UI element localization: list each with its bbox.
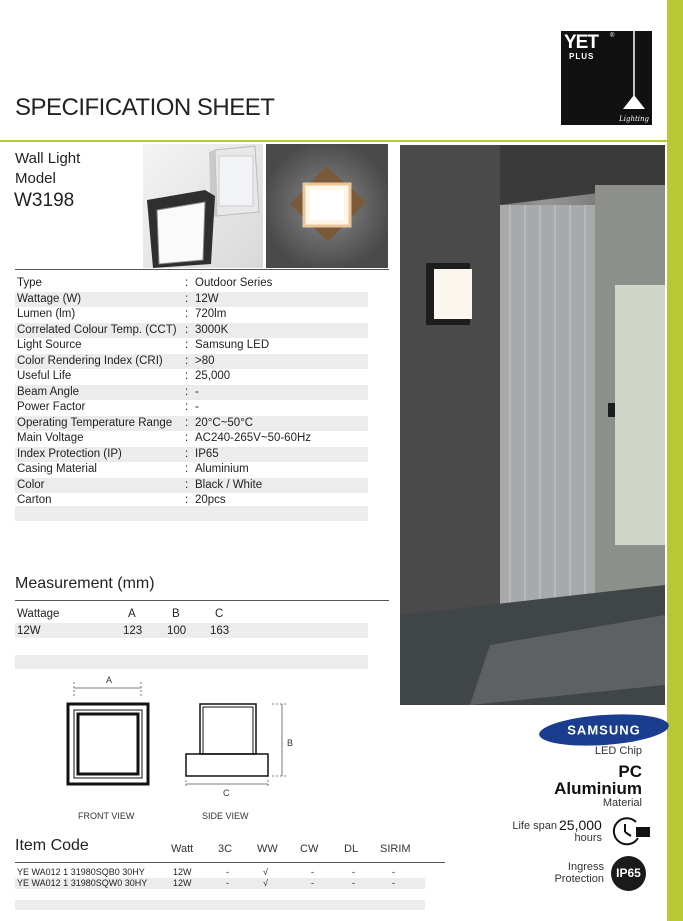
spec-colon: : bbox=[185, 354, 189, 367]
spec-value: - bbox=[195, 385, 199, 398]
led-chip-label: LED Chip bbox=[594, 745, 642, 757]
spec-value: 20pcs bbox=[195, 494, 226, 506]
measurement-header-c: C bbox=[215, 608, 224, 620]
spec-row bbox=[15, 431, 368, 447]
item-code-title: Item Code bbox=[15, 837, 89, 854]
dimension-b-label: B bbox=[287, 738, 294, 748]
ingress-label-2: Protection bbox=[554, 873, 604, 885]
measurement-header-wattage: Wattage bbox=[17, 608, 60, 620]
life-span-label: Life span bbox=[512, 820, 557, 832]
yet-plus-logo: YET ® PLUS Lighting bbox=[561, 31, 652, 125]
spec-value: 720lm bbox=[195, 308, 227, 320]
spec-colon: : bbox=[185, 432, 189, 444]
spec-label: Main Voltage bbox=[17, 432, 84, 444]
clock-icon bbox=[608, 814, 653, 848]
item-cell-sirim: - bbox=[392, 867, 395, 877]
spec-colon: : bbox=[185, 447, 189, 460]
spec-row bbox=[15, 307, 368, 323]
life-span-value: 25,000 bbox=[559, 817, 602, 833]
spec-colon: : bbox=[185, 323, 189, 336]
item-code-end-bar bbox=[15, 900, 425, 910]
spec-value: >80 bbox=[195, 354, 215, 367]
spec-value: 3000K bbox=[195, 323, 229, 336]
spec-row bbox=[15, 447, 368, 463]
item-code-row bbox=[15, 878, 425, 889]
spec-label: Lumen (lm) bbox=[17, 308, 76, 320]
model-label: Model bbox=[15, 170, 56, 187]
spec-colon: : bbox=[185, 385, 189, 398]
spec-colon: : bbox=[185, 416, 189, 429]
material-label: Material bbox=[602, 797, 642, 809]
spec-colon: : bbox=[185, 401, 189, 413]
spec-label: Index Protection (IP) bbox=[17, 447, 122, 460]
item-cell-watt: 12W bbox=[173, 867, 192, 877]
samsung-logo bbox=[538, 713, 670, 747]
measurement-blank-bar bbox=[15, 655, 368, 669]
measurement-header-b: B bbox=[172, 608, 180, 620]
front-view-label: FRONT VIEW bbox=[78, 811, 135, 821]
life-span-unit: hours bbox=[574, 832, 602, 844]
product-photo-white-black bbox=[143, 144, 263, 268]
spec-label: Type bbox=[17, 277, 42, 289]
item-cell-watt: 12W bbox=[173, 878, 192, 888]
aluminium-label: Aluminium bbox=[554, 779, 642, 798]
item-cell-dl: - bbox=[352, 878, 355, 888]
product-photo-lit bbox=[266, 144, 388, 268]
spec-colon: : bbox=[185, 308, 189, 320]
spec-colon: : bbox=[185, 494, 189, 506]
item-cell-cw: - bbox=[311, 867, 314, 877]
item-code-line bbox=[15, 862, 445, 863]
spec-row bbox=[15, 292, 368, 308]
item-cell-ww: √ bbox=[263, 878, 268, 888]
measurement-row bbox=[15, 623, 368, 638]
model-code: W3198 bbox=[14, 190, 75, 211]
spec-value: AC240-265V~50-60Hz bbox=[195, 432, 312, 444]
dimension-a-label: A bbox=[106, 675, 113, 685]
item-cell-ww: √ bbox=[263, 867, 268, 877]
spec-row bbox=[15, 478, 368, 494]
item-cell-c3: - bbox=[226, 878, 229, 888]
item-header-cw: CW bbox=[300, 843, 319, 855]
item-cell-cw: - bbox=[311, 878, 314, 888]
item-cell-dl: - bbox=[352, 867, 355, 877]
spec-row bbox=[15, 462, 368, 478]
item-header-watt: Watt bbox=[171, 843, 194, 855]
spec-row bbox=[15, 400, 368, 416]
item-header-dl: DL bbox=[344, 843, 359, 855]
spec-value: Aluminium bbox=[195, 463, 249, 475]
spec-value: - bbox=[195, 401, 199, 413]
dimension-drawings bbox=[60, 672, 310, 787]
spec-colon: : bbox=[185, 478, 189, 491]
spec-row bbox=[15, 416, 368, 432]
spec-label: Useful Life bbox=[17, 370, 72, 382]
measurement-value-b: 100 bbox=[167, 625, 187, 637]
item-cell-code: YE WA012 1 31980SQB0 30HY bbox=[17, 867, 145, 877]
spec-label: Color bbox=[17, 478, 45, 491]
item-cell-c3: - bbox=[226, 867, 229, 877]
measurement-value-wattage: 12W bbox=[17, 625, 41, 637]
spec-row bbox=[15, 354, 368, 370]
spec-colon: : bbox=[185, 463, 189, 475]
spec-row bbox=[15, 323, 368, 339]
spec-label: Casing Material bbox=[17, 463, 97, 475]
spec-colon: : bbox=[185, 339, 189, 351]
page-title: SPECIFICATION SHEET bbox=[15, 94, 275, 121]
spec-row bbox=[15, 369, 368, 385]
svg-text:SAMSUNG: SAMSUNG bbox=[567, 722, 641, 738]
spec-value: IP65 bbox=[195, 447, 219, 460]
spec-colon: : bbox=[185, 277, 189, 289]
pc-label: PC bbox=[618, 762, 642, 781]
spec-value: Samsung LED bbox=[195, 339, 270, 351]
measurement-title: Measurement (mm) bbox=[15, 575, 155, 592]
spec-value: 12W bbox=[195, 292, 219, 305]
spec-label: Wattage (W) bbox=[17, 292, 82, 305]
spec-row bbox=[15, 385, 368, 401]
spec-label: Correlated Colour Temp. (CCT) bbox=[17, 323, 177, 336]
item-cell-sirim: - bbox=[392, 878, 395, 888]
spec-colon: : bbox=[185, 370, 189, 382]
spec-value: 25,000 bbox=[195, 370, 231, 382]
header-divider bbox=[0, 140, 667, 142]
accent-sidebar bbox=[667, 0, 683, 921]
spec-label: Operating Temperature Range bbox=[17, 416, 173, 429]
spec-label: Beam Angle bbox=[17, 385, 80, 398]
item-header-sirim: SIRIM bbox=[380, 843, 411, 855]
spec-row bbox=[15, 276, 368, 292]
spec-label: Power Factor bbox=[17, 401, 86, 413]
item-header-ww: WW bbox=[257, 843, 278, 855]
dimension-c-label: C bbox=[223, 788, 230, 798]
spec-value: Outdoor Series bbox=[195, 277, 273, 289]
spec-label: Carton bbox=[17, 494, 52, 506]
spec-label: Color Rendering Index (CRI) bbox=[17, 354, 163, 367]
measurement-line bbox=[15, 600, 389, 601]
item-cell-code: YE WA012 1 31980SQW0 30HY bbox=[17, 878, 148, 888]
spec-value: 20°C~50°C bbox=[195, 416, 254, 429]
measurement-value-a: 123 bbox=[123, 625, 143, 637]
product-name: Wall Light bbox=[15, 150, 81, 167]
item-header-3c: 3C bbox=[218, 843, 233, 855]
spec-label: Light Source bbox=[17, 339, 82, 351]
measurement-header-a: A bbox=[128, 608, 136, 620]
lamp-logo-icon bbox=[561, 31, 652, 125]
side-view-label: SIDE VIEW bbox=[202, 811, 249, 821]
ip65-badge: IP65 bbox=[611, 856, 646, 891]
spec-colon: : bbox=[185, 292, 189, 305]
spec-value: Black / White bbox=[195, 478, 263, 491]
spec-table-top-line bbox=[15, 269, 389, 270]
application-photo bbox=[400, 145, 665, 705]
spec-row bbox=[15, 338, 368, 354]
item-code-row bbox=[15, 867, 425, 878]
ingress-label-1: Ingress bbox=[567, 861, 604, 873]
measurement-value-c: 163 bbox=[210, 625, 230, 637]
spec-table-end-bar bbox=[15, 506, 368, 521]
